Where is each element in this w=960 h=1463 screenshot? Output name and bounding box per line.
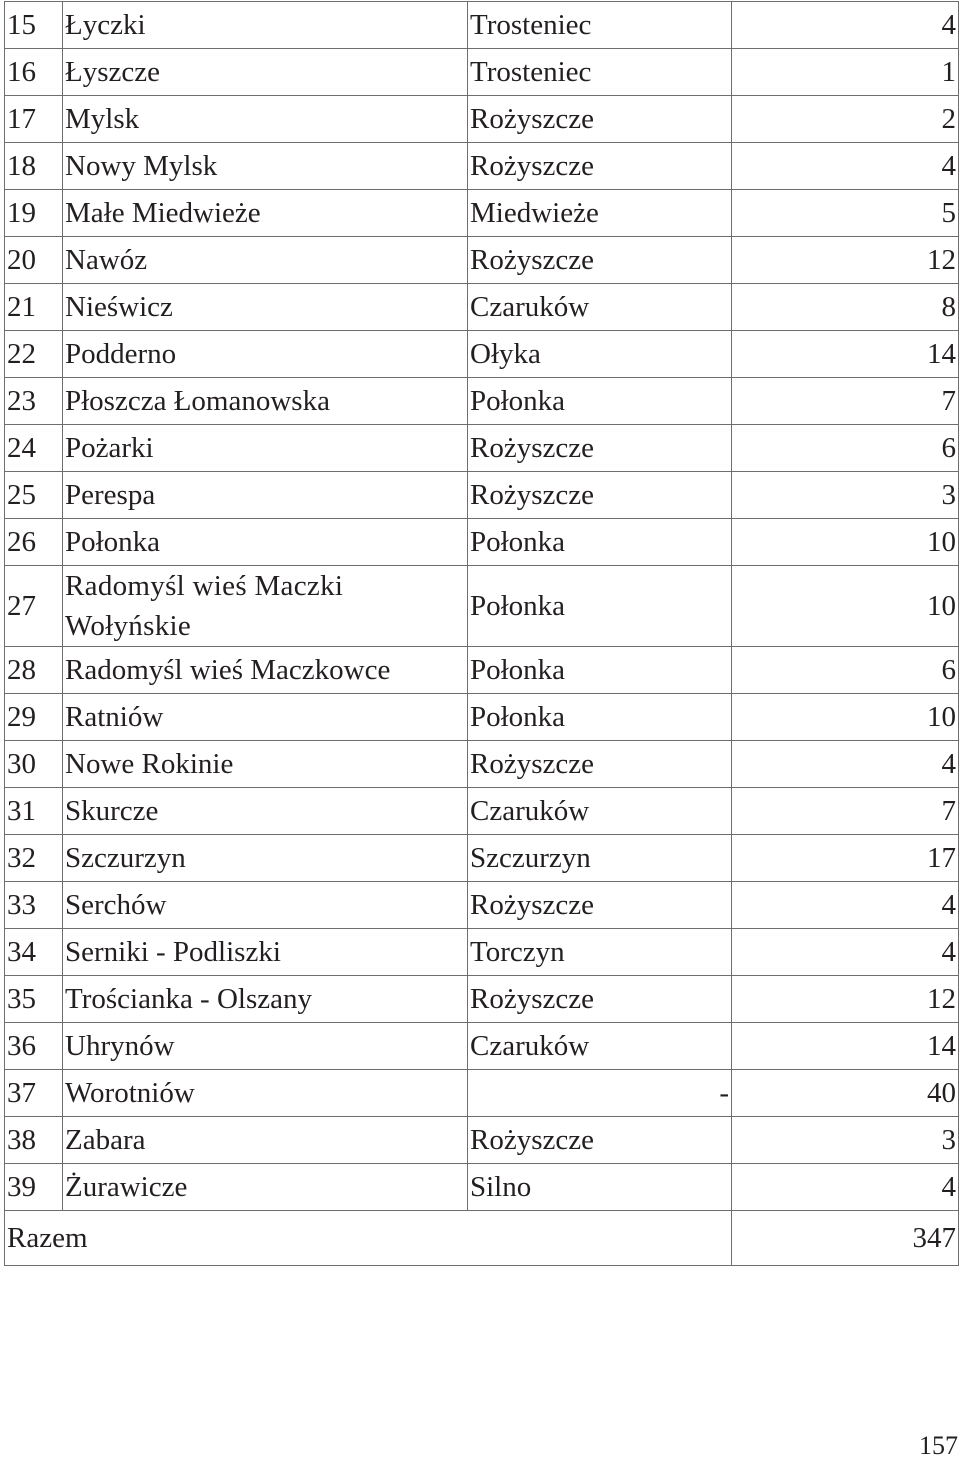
row-number: 35: [5, 976, 63, 1023]
table-row: [5, 331, 959, 378]
gmina-name: Ołyka: [468, 331, 732, 378]
row-number: 37: [5, 1070, 63, 1117]
row-number: 28: [5, 647, 63, 694]
victim-count: 7: [732, 378, 959, 425]
gmina-name: Rożyszcze: [468, 425, 732, 472]
village-name: Żurawicze: [63, 1164, 468, 1211]
victim-count: 2: [732, 96, 959, 143]
village-name: Ratniów: [63, 694, 468, 741]
village-name: Połonka: [63, 519, 468, 566]
row-number: 27: [5, 566, 63, 647]
table-row: [5, 237, 959, 284]
table-row: [5, 835, 959, 882]
gmina-name: -: [468, 1070, 732, 1117]
total-value: 347: [732, 1211, 959, 1266]
village-name: Radomyśl wieś Maczkowce: [63, 647, 468, 694]
row-number: 17: [5, 96, 63, 143]
gmina-name: Rożyszcze: [468, 976, 732, 1023]
victim-count: 4: [732, 929, 959, 976]
page-number: 157: [919, 1431, 958, 1460]
village-name: Zabara: [63, 1117, 468, 1164]
victim-count: 4: [732, 143, 959, 190]
victim-count: 14: [732, 1023, 959, 1070]
table-row: [5, 143, 959, 190]
table-row: [5, 566, 959, 647]
village-name: Podderno: [63, 331, 468, 378]
victim-count: 6: [732, 425, 959, 472]
gmina-name: Połonka: [468, 566, 732, 647]
table-row: [5, 647, 959, 694]
table-row: [5, 2, 959, 49]
village-name: Łyczki: [63, 2, 468, 49]
table-row: [5, 96, 959, 143]
gmina-name: Trosteniec: [468, 49, 732, 96]
victim-count: 5: [732, 190, 959, 237]
row-number: 18: [5, 143, 63, 190]
gmina-name: Silno: [468, 1164, 732, 1211]
row-number: 23: [5, 378, 63, 425]
gmina-name: Połonka: [468, 694, 732, 741]
victim-count: 4: [732, 882, 959, 929]
table-row: [5, 1070, 959, 1117]
table-row: [5, 519, 959, 566]
gmina-name: Rożyszcze: [468, 96, 732, 143]
table-row: [5, 284, 959, 331]
row-number: 33: [5, 882, 63, 929]
gmina-name: Czaruków: [468, 284, 732, 331]
gmina-name: Torczyn: [468, 929, 732, 976]
table-row: [5, 741, 959, 788]
village-name: Małe Miedwieże: [63, 190, 468, 237]
table-row: [5, 378, 959, 425]
gmina-name: Rożyszcze: [468, 1117, 732, 1164]
table-body: [5, 2, 959, 1266]
victim-count: 4: [732, 741, 959, 788]
victim-count: 8: [732, 284, 959, 331]
victim-count: 7: [732, 788, 959, 835]
village-name: Perespa: [63, 472, 468, 519]
village-name: Worotniów: [63, 1070, 468, 1117]
village-name: Mylsk: [63, 96, 468, 143]
village-name: Radomyśl wieś Maczki Wołyńskie: [63, 566, 468, 647]
row-number: 31: [5, 788, 63, 835]
row-number: 32: [5, 835, 63, 882]
gmina-name: Połonka: [468, 519, 732, 566]
table-row: [5, 1164, 959, 1211]
row-number: 22: [5, 331, 63, 378]
table-row: [5, 694, 959, 741]
village-name: Płoszcza Łomanowska: [63, 378, 468, 425]
table-row: [5, 929, 959, 976]
village-name: Szczurzyn: [63, 835, 468, 882]
gmina-name: Rożyszcze: [468, 882, 732, 929]
gmina-name: Szczurzyn: [468, 835, 732, 882]
row-number: 38: [5, 1117, 63, 1164]
row-number: 25: [5, 472, 63, 519]
table-row: [5, 882, 959, 929]
village-name: Nowy Mylsk: [63, 143, 468, 190]
village-name: Serchów: [63, 882, 468, 929]
row-number: 39: [5, 1164, 63, 1211]
row-number: 34: [5, 929, 63, 976]
victim-count: 10: [732, 694, 959, 741]
gmina-name: Miedwieże: [468, 190, 732, 237]
victim-count: 12: [732, 237, 959, 284]
victim-count: 3: [732, 1117, 959, 1164]
village-name: Nawóz: [63, 237, 468, 284]
gmina-name: Rożyszcze: [468, 237, 732, 284]
table-row: [5, 190, 959, 237]
row-number: 15: [5, 2, 63, 49]
row-number: 26: [5, 519, 63, 566]
row-number: 20: [5, 237, 63, 284]
total-row: [5, 1211, 959, 1266]
victim-count: 4: [732, 1164, 959, 1211]
table-row: [5, 1023, 959, 1070]
row-number: 24: [5, 425, 63, 472]
victim-count: 1: [732, 49, 959, 96]
victim-count: 14: [732, 331, 959, 378]
gmina-name: Rożyszcze: [468, 741, 732, 788]
row-number: 19: [5, 190, 63, 237]
table-row: [5, 1117, 959, 1164]
victim-count: 12: [732, 976, 959, 1023]
row-number: 36: [5, 1023, 63, 1070]
victim-count: 10: [732, 519, 959, 566]
gmina-name: Trosteniec: [468, 2, 732, 49]
village-name: Serniki - Podliszki: [63, 929, 468, 976]
victim-count: 4: [732, 2, 959, 49]
victim-count: 6: [732, 647, 959, 694]
row-number: 29: [5, 694, 63, 741]
victim-count: 3: [732, 472, 959, 519]
row-number: 16: [5, 49, 63, 96]
victim-count: 40: [732, 1070, 959, 1117]
table-row: [5, 976, 959, 1023]
gmina-name: Połonka: [468, 647, 732, 694]
gmina-name: Rożyszcze: [468, 472, 732, 519]
village-name: Skurcze: [63, 788, 468, 835]
table-row: [5, 425, 959, 472]
village-name: Pożarki: [63, 425, 468, 472]
table-row: [5, 472, 959, 519]
victim-count: 17: [732, 835, 959, 882]
table-row: [5, 788, 959, 835]
gmina-name: Połonka: [468, 378, 732, 425]
village-name: Łyszcze: [63, 49, 468, 96]
village-name: Trościanka - Olszany: [63, 976, 468, 1023]
gmina-name: Czaruków: [468, 788, 732, 835]
village-name: Uhrynów: [63, 1023, 468, 1070]
total-label: Razem: [5, 1211, 732, 1266]
gmina-name: Czaruków: [468, 1023, 732, 1070]
villages-table: [4, 1, 959, 1266]
table-row: [5, 49, 959, 96]
row-number: 30: [5, 741, 63, 788]
victim-count: 10: [732, 566, 959, 647]
village-name: Nowe Rokinie: [63, 741, 468, 788]
gmina-name: Rożyszcze: [468, 143, 732, 190]
village-name: Nieświcz: [63, 284, 468, 331]
row-number: 21: [5, 284, 63, 331]
